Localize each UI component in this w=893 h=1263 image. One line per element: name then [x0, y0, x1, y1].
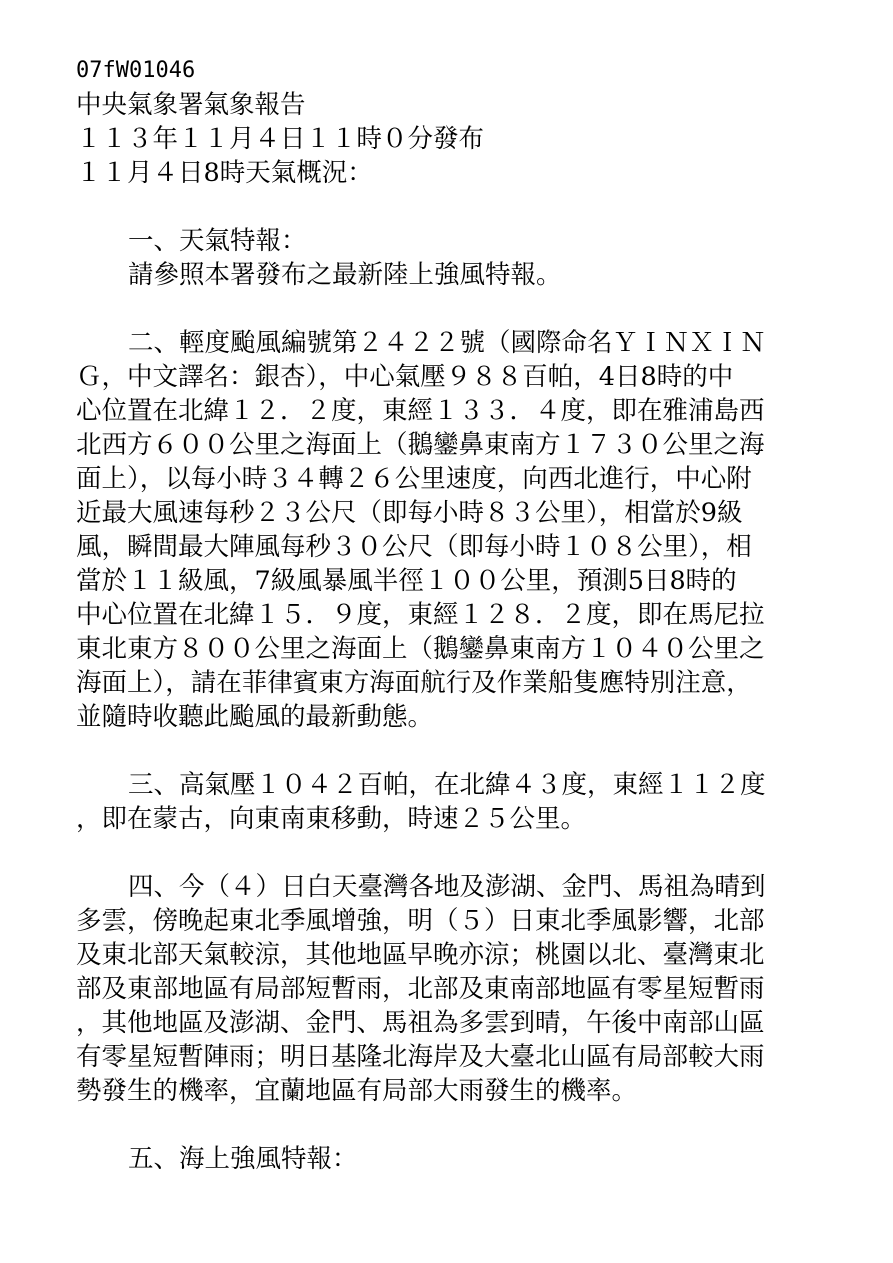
section-2-line: 心位置在北緯１２．２度，東經１３３．４度，即在雅浦島西: [76, 396, 765, 426]
section-3-line: ，即在蒙古，向東南東移動，時速２５公里。: [76, 804, 587, 834]
overview-heading: １１月４日8時天氣概況：: [76, 158, 373, 188]
section-1-heading: 一、天氣特報：: [128, 226, 307, 256]
section-2-line: 面上），以每小時３４轉２６公里速度，向西北進行，中心附: [76, 464, 752, 494]
section-2-line: 當於１１級風，7級風暴風半徑１００公里，預測5日8時的: [76, 566, 737, 596]
section-2-line: 海面上），請在菲律賓東方海面航行及作業船隻應特別注意，: [76, 668, 752, 698]
section-4-line: 部及東部地區有局部短暫雨，北部及東南部地區有零星短暫雨: [76, 974, 765, 1004]
weather-report-document: [76, 54, 806, 1176]
section-5-heading: 五、海上強風特報：: [128, 1144, 358, 1174]
spacer: [76, 190, 806, 224]
section-2-line: 北西方６００公里之海面上（鵝鑾鼻東南方１７３０公里之海: [76, 430, 765, 460]
section-2-line: 二、輕度颱風編號第２４２２號（國際命名ＹＩＮＸＩＮ: [128, 328, 766, 358]
section-1-body: 請參照本署發布之最新陸上強風特報。: [128, 260, 562, 290]
section-4-paragraph: [76, 870, 806, 1108]
section-4-line: 勢發生的機率，宜蘭地區有局部大雨發生的機率。: [76, 1076, 638, 1106]
section-4-line: 四、今（４）日白天臺灣各地及澎湖、金門、馬祖為晴到: [128, 872, 766, 902]
section-4-line: 多雲，傍晚起東北季風增強，明（５）日東北季風影響，北部: [76, 906, 765, 936]
spacer: [76, 292, 806, 326]
section-2-line: 近最大風速每秒２３公尺（即每小時８３公里），相當於9級: [76, 498, 743, 528]
document-id: 07fW01046: [76, 58, 196, 83]
issue-time: １１３年１１月４日１１時０分發布: [76, 124, 485, 154]
section-2-line: Ｇ，中文譯名：銀杏），中心氣壓９８８百帕，4日8時的中: [76, 362, 734, 392]
section-4-line: ，其他地區及澎湖、金門、馬祖為多雲到晴，午後中南部山區: [76, 1008, 765, 1038]
section-2-line: 中心位置在北緯１５．９度，東經１２８．２度，即在馬尼拉: [76, 600, 765, 630]
spacer: [76, 836, 806, 870]
section-2-line: 東北東方８００公里之海面上（鵝鑾鼻東南方１０４０公里之: [76, 634, 765, 664]
report-title: 中央氣象署氣象報告: [76, 90, 306, 120]
section-2-paragraph: [76, 326, 806, 734]
section-3-paragraph: [76, 768, 806, 836]
section-2-line: 並隨時收聽此颱風的最新動態。: [76, 702, 434, 732]
section-3-line: 三、高氣壓１０４２百帕，在北緯４３度，東經１１２度: [128, 770, 766, 800]
section-4-line: 及東北部天氣較涼，其他地區早晚亦涼；桃園以北、臺灣東北: [76, 940, 765, 970]
spacer: [76, 1108, 806, 1142]
spacer: [76, 734, 806, 768]
section-4-line: 有零星短暫陣雨；明日基隆北海岸及大臺北山區有局部較大雨: [76, 1042, 765, 1072]
section-2-line: 風，瞬間最大陣風每秒３０公尺（即每小時１０８公里），相: [76, 532, 752, 562]
